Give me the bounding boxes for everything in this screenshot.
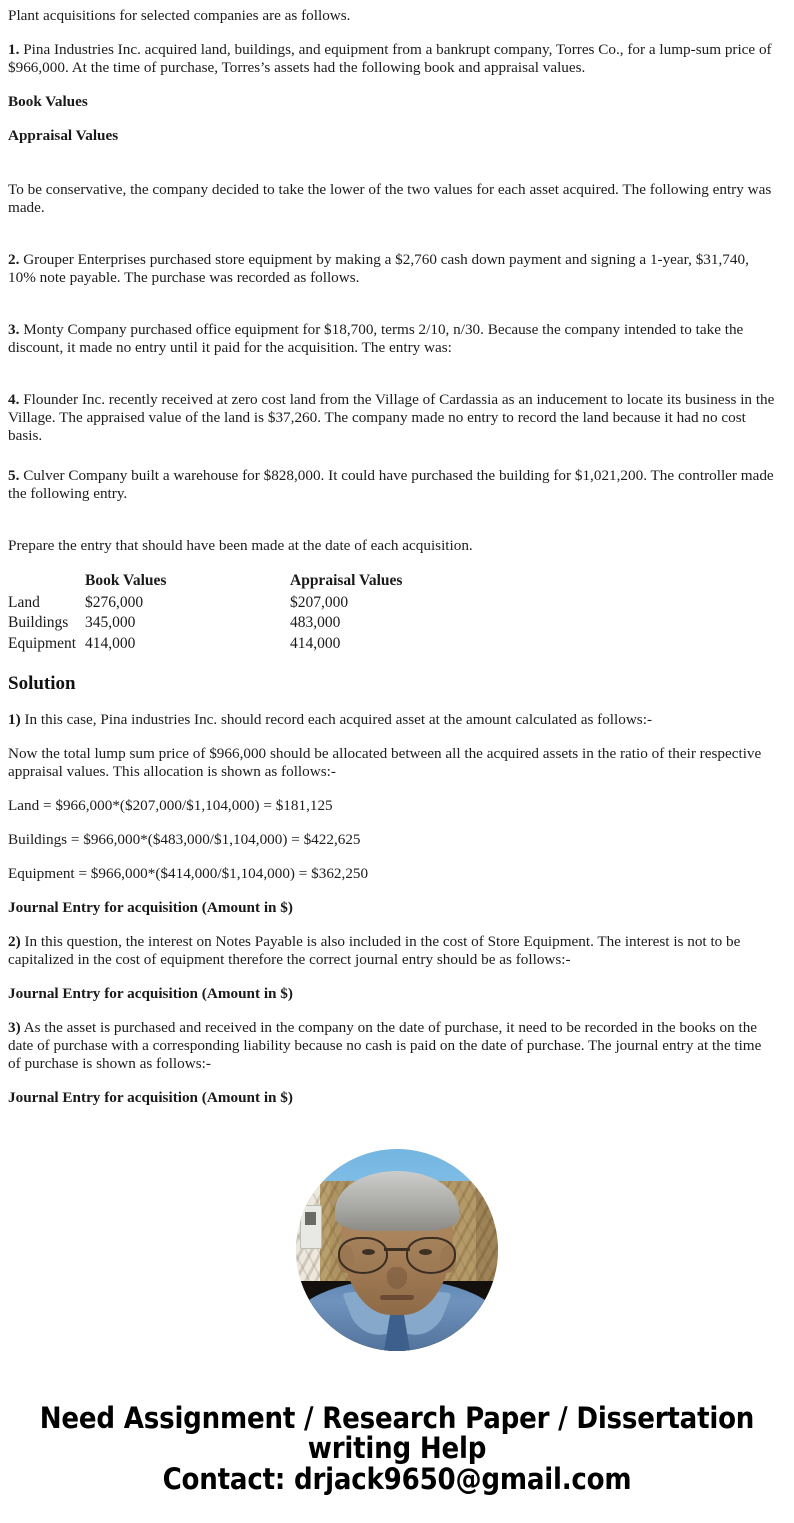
journal-entry-heading-2: Journal Entry for acquisition (Amount in $) <box>8 985 293 1002</box>
answer-2 <box>8 933 776 969</box>
document-body <box>0 0 794 555</box>
column-header-appraisal-values: Appraisal Values <box>290 572 403 589</box>
allocation-line-buildings: Buildings = $966,000*($483,000/$1,104,000) = $422,625 <box>8 831 361 848</box>
problem-item-1 <box>8 41 776 77</box>
answer-3 <box>8 1019 776 1073</box>
book-values-heading: Book Values <box>8 93 88 110</box>
row-label-land: Land <box>8 593 40 611</box>
row-label-equipment: Equipment <box>8 634 77 652</box>
book-appraisal-values-table <box>8 571 490 654</box>
allocation-line-equipment: Equipment = $966,000*($414,000/$1,104,000) = $362,250 <box>8 865 369 882</box>
item-2-text: Grouper Enterprises purchased store equipment by making a $2,760 cash down payment and signing a 1-year, $31,740, 10% note payable. The purchase was recorded as follows. <box>8 251 749 286</box>
avatar-nose <box>387 1267 407 1289</box>
cell-equipment-appraisal: 414,000 <box>290 634 341 652</box>
intro-paragraph: Plant acquisitions for selected companies are as follows. <box>8 7 351 24</box>
table-header-row <box>8 571 490 593</box>
conservative-note: To be conservative, the company decided to take the lower of the two values for each asset acquired. The following entry was made. <box>8 181 772 216</box>
avatar <box>296 1149 498 1351</box>
answer-3-number: 3) <box>8 1019 21 1036</box>
table-row <box>8 634 490 655</box>
appraisal-values-heading: Appraisal Values <box>8 127 119 144</box>
answer-3-text: As the asset is purchased and received in the company on the date of purchase, it need to be recorded in the books on the date of purchase with a corresponding liability because no cash is paid on the date of purchase. The journal entry at the time of purchase is shown as follows:- <box>8 1019 762 1072</box>
problem-item-3 <box>8 321 776 357</box>
item-4-text: Flounder Inc. recently received at zero cost land from the Village of Cardassia as an inducement to locate its business in the Village. The appraised value of the land is $37,260. The company made no entry to record the land because it had no cost basis. <box>8 391 775 444</box>
item-3-text: Monty Company purchased office equipment for $18,700, terms 2/10, n/30. Because the company intended to take the discount, it made no entry until it paid for the acquisition. The entry was: <box>8 321 744 356</box>
cell-land-book: $276,000 <box>85 593 144 611</box>
column-header-book-values: Book Values <box>85 572 167 589</box>
item-4-number: 4. <box>8 391 20 408</box>
solution-body <box>0 711 794 1107</box>
cell-equipment-book: 414,000 <box>85 634 136 652</box>
column-header-blank <box>8 571 85 593</box>
answer-2-text: In this question, the interest on Notes Payable is also included in the cost of Store Equipment. The interest is not to be capitalized in the cost of equipment therefore the correct journal entry should be as follows:- <box>8 933 741 968</box>
answer-1-text: In this case, Pina industries Inc. should record each acquired asset at the amount calculated as follows:- <box>24 711 652 728</box>
item-1-text: Pina Industries Inc. acquired land, buildings, and equipment from a bankrupt company, Torres Co., for a lump-sum price of $966,000. At the time of purchase, Torres’s assets had the following book and appraisal values. <box>8 41 772 76</box>
avatar-mouth <box>380 1295 414 1300</box>
problem-item-4 <box>8 391 776 445</box>
promo-footer <box>0 1403 794 1514</box>
answer-2-number: 2) <box>8 933 21 950</box>
footer-line-1: Need Assignment / Research Paper / Dissertation <box>39 1401 755 1435</box>
table-body <box>8 593 490 655</box>
row-label-buildings: Buildings <box>8 614 69 631</box>
footer-line-2: writing Help <box>307 1431 487 1465</box>
allocation-line-land: Land = $966,000*($207,000/$1,104,000) = $181,125 <box>8 797 333 814</box>
cell-buildings-appraisal: 483,000 <box>290 614 341 631</box>
avatar-glasses-lens-left <box>338 1237 388 1274</box>
item-2-number: 2. <box>8 251 20 268</box>
profile-photo-container <box>0 1149 794 1353</box>
item-3-number: 3. <box>8 321 20 338</box>
journal-entry-heading-1: Journal Entry for acquisition (Amount in $) <box>8 899 293 916</box>
table-row <box>8 613 490 634</box>
answer-1 <box>8 711 776 729</box>
journal-entry-heading-3: Journal Entry for acquisition (Amount in $) <box>8 1089 293 1106</box>
table-header <box>8 571 490 593</box>
solution-heading: Solution <box>8 673 76 694</box>
cell-buildings-book: 345,000 <box>85 614 136 631</box>
item-5-text: Culver Company built a warehouse for $828,000. It could have purchased the building for $1,021,200. The controller made the following entry. <box>8 467 774 502</box>
avatar-wall-switch <box>300 1205 322 1249</box>
avatar-glasses <box>338 1237 456 1271</box>
table-row <box>8 593 490 614</box>
problem-item-5 <box>8 467 776 503</box>
prepare-instruction: Prepare the entry that should have been made at the date of each acquisition. <box>8 537 473 554</box>
footer-line-3: Contact: drjack9650@gmail.com <box>162 1462 632 1496</box>
allocation-note: Now the total lump sum price of $966,000 should be allocated between all the acquired assets in the ratio of their respective appraisal values. This allocation is shown as follows:- <box>8 745 762 780</box>
problem-item-2 <box>8 251 776 287</box>
cell-land-appraisal: $207,000 <box>290 593 349 611</box>
item-1-number: 1. <box>8 41 20 58</box>
avatar-glasses-lens-right <box>406 1237 456 1274</box>
answer-1-number: 1) <box>8 711 21 728</box>
item-5-number: 5. <box>8 467 20 484</box>
